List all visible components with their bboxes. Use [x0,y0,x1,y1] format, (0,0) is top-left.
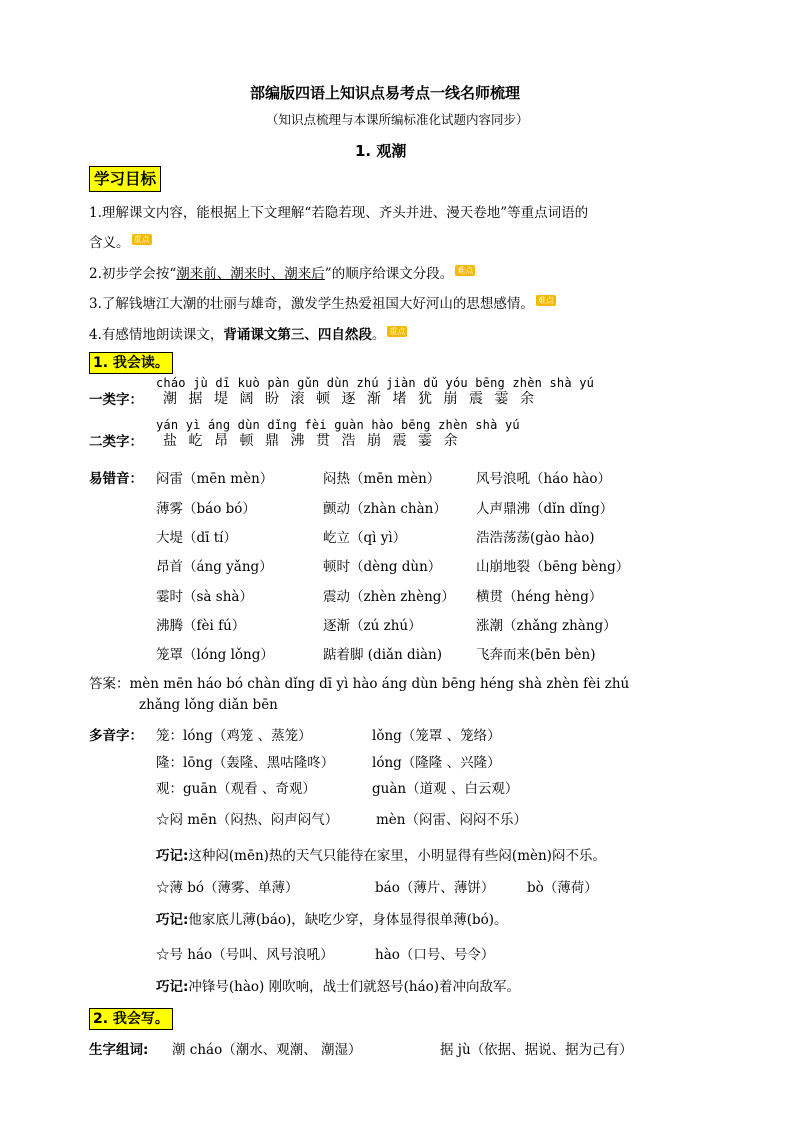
memory-tip-label: 巧记: [156,848,189,864]
mistake-word: 震动（zhèn zhèng） [323,589,455,605]
polyphone-item: bò（薄荷） [527,880,598,896]
lesson-title: 1. 观潮 [355,142,407,160]
goals-heading [89,166,161,192]
goal-item-1-cont [89,231,152,251]
class1-label: 一类字： [89,392,143,408]
mistake-word: 昂首（áng yǎng） [156,559,273,575]
mistake-word: 人声鼎沸（dǐn dǐng） [476,501,614,517]
class2-chars: 盐屹昂顿鼎沸贯浩崩震霎余 [163,433,469,449]
polyphone-item: guàn（道观 、白云观） [372,781,519,797]
polyphone-item: ☆闷 mēn（闷热、闷声闷气） [156,812,339,828]
read-heading [89,352,173,374]
goal-text: 3.了解钱塘江大潮的壮丽与雄奇，激发学生热爱祖国大好河山的思想感情。 [89,296,534,312]
mistake-word: 踮着脚 (diǎn diàn) [323,647,443,663]
mistake-word: 横贯（héng hèng） [476,589,603,605]
goal-item-3 [89,292,556,312]
document-subtitle: （知识点梳理与本课所编标准化试题内容同步） [266,112,529,127]
memory-tip-2 [156,908,508,928]
mistake-word: 薄雾（báo bó） [156,501,256,517]
memory-tip-text: 冲锋号(hào) 刚吹响，战士们就怒号(háo)着冲向敌军。 [188,979,521,995]
document-title: 部编版四语上知识点易考点一线名师梳理 [250,84,521,102]
key-point-tag: 重点 [133,235,150,244]
memory-tip-text: 他家底儿薄(báo)，缺吃少穿，身体显得很单薄(bó)。 [188,912,508,928]
polyphone-item: 笼：lóng（鸡笼 、蒸笼） [156,728,312,744]
polyphone-item: lóng（隆隆 、兴隆） [372,755,501,771]
goals-heading-box: 学习目标 [89,166,161,192]
class1-chars: 潮据堤阔盼滚顿逐渐堵犹崩震霎余 [163,391,546,407]
goal-text: 2.初步学会按“ [89,266,177,282]
polyphone-item: ☆薄 bó（薄雾、单薄） [156,880,299,896]
mistake-word: 霎时（sà shà） [156,589,253,605]
polyphone-label: 多音字： [89,728,143,744]
memory-tip-label: 巧记: [156,979,189,995]
mistake-word: 风号浪吼（háo hào） [476,471,612,487]
polyphone-item: hào（口号、号令） [375,947,495,963]
goal-item-1 [89,201,588,221]
write-label: 生字组词: [89,1042,149,1058]
mistakes-label: 易错音： [89,471,143,487]
mistake-word: 山崩地裂（bēng bèng） [476,559,630,575]
word-group-item: 据 jù（依据、据说、据为己有） [440,1042,633,1058]
answer-line-2: zhǎng lǒng diǎn bēn [139,697,278,713]
polyphone-item: lǒng（笼罩 、笼络） [372,728,501,744]
goal-text: ”的顺序给课文分段。 [324,266,454,282]
polyphone-item: báo（薄片、薄饼） [375,880,495,896]
mistake-word: 沸腾（fèi fú） [156,618,246,634]
goal-item-2 [89,262,475,282]
memory-tip-1 [156,844,606,864]
class1-pinyin: cháo jù dī kuò pàn gǔn dùn zhú jiàn dǔ yóu bēng zhèn shà yú [156,376,595,390]
goal-text: 4.有感情地朗读课文， [89,327,224,343]
mistake-word: 闷雷（mēn mèn） [156,471,274,487]
polyphone-item: mèn（闷雷、闷闷不乐） [376,812,527,828]
mistake-word: 浩浩荡荡(gào hào) [476,530,595,546]
class2-pinyin: yán yì áng dùn dǐng fèi guàn hào bēng zhèn shà yú [156,418,520,432]
write-heading-box: 2. 我会写。 [89,1008,173,1030]
polyphone-item: 观：guān（观看 、奇观） [156,781,316,797]
read-heading-box: 1. 我会读。 [89,352,173,374]
mistake-word: 屹立（qì yì） [323,530,407,546]
class2-label: 二类字： [89,434,143,450]
goal-item-4 [89,323,407,343]
goal-text: 1.理解课文内容，能根据上下文理解“若隐若现、齐头并进、漫天卷地”等重点词语的 [89,205,589,221]
mistake-word: 颤动（zhàn chàn） [323,501,447,517]
answer-line-1: 答案：mèn mēn háo bó chàn dǐng dī yì hào áng dùn bēng héng shà zhèn fèi zhú [89,676,630,692]
difficulty-tag: 难点 [457,266,474,275]
difficulty-tag: 难点 [537,296,554,305]
polyphone-item: 隆：lōng（轰隆、黑咕隆咚） [156,755,335,771]
mistake-word: 闷热（mēn mèn） [323,471,441,487]
word-group-item: 潮 cháo（潮水、观潮、 潮湿） [172,1042,362,1058]
memory-tip-text: 这种闷(mēn)热的天气只能待在家里，小明显得有些闷(mèn)闷不乐。 [188,848,606,864]
memory-tip-3 [156,975,520,995]
write-heading [89,1008,173,1030]
goal-text: 。 [371,327,386,343]
goal-underlined: 潮来前、潮来时、潮来后 [176,266,325,282]
memory-tip-label: 巧记: [156,912,189,928]
polyphone-item: ☆号 háo（号叫、风号浪吼） [156,947,334,963]
goal-text: 含义。 [89,235,130,251]
mistake-word: 笼罩（lóng lǒng） [156,647,274,663]
key-point-tag: 重点 [389,327,406,336]
mistake-word: 顿时（dèng dùn） [323,559,442,575]
mistake-word: 逐渐（zú zhú） [323,618,422,634]
mistake-word: 飞奔而来(bēn bèn) [476,647,596,663]
goal-bold: 背诵课文第三、四自然段 [223,327,372,343]
mistake-word: 大堤（dī tí） [156,530,237,546]
mistake-word: 涨潮（zhǎng zhàng） [476,618,617,634]
